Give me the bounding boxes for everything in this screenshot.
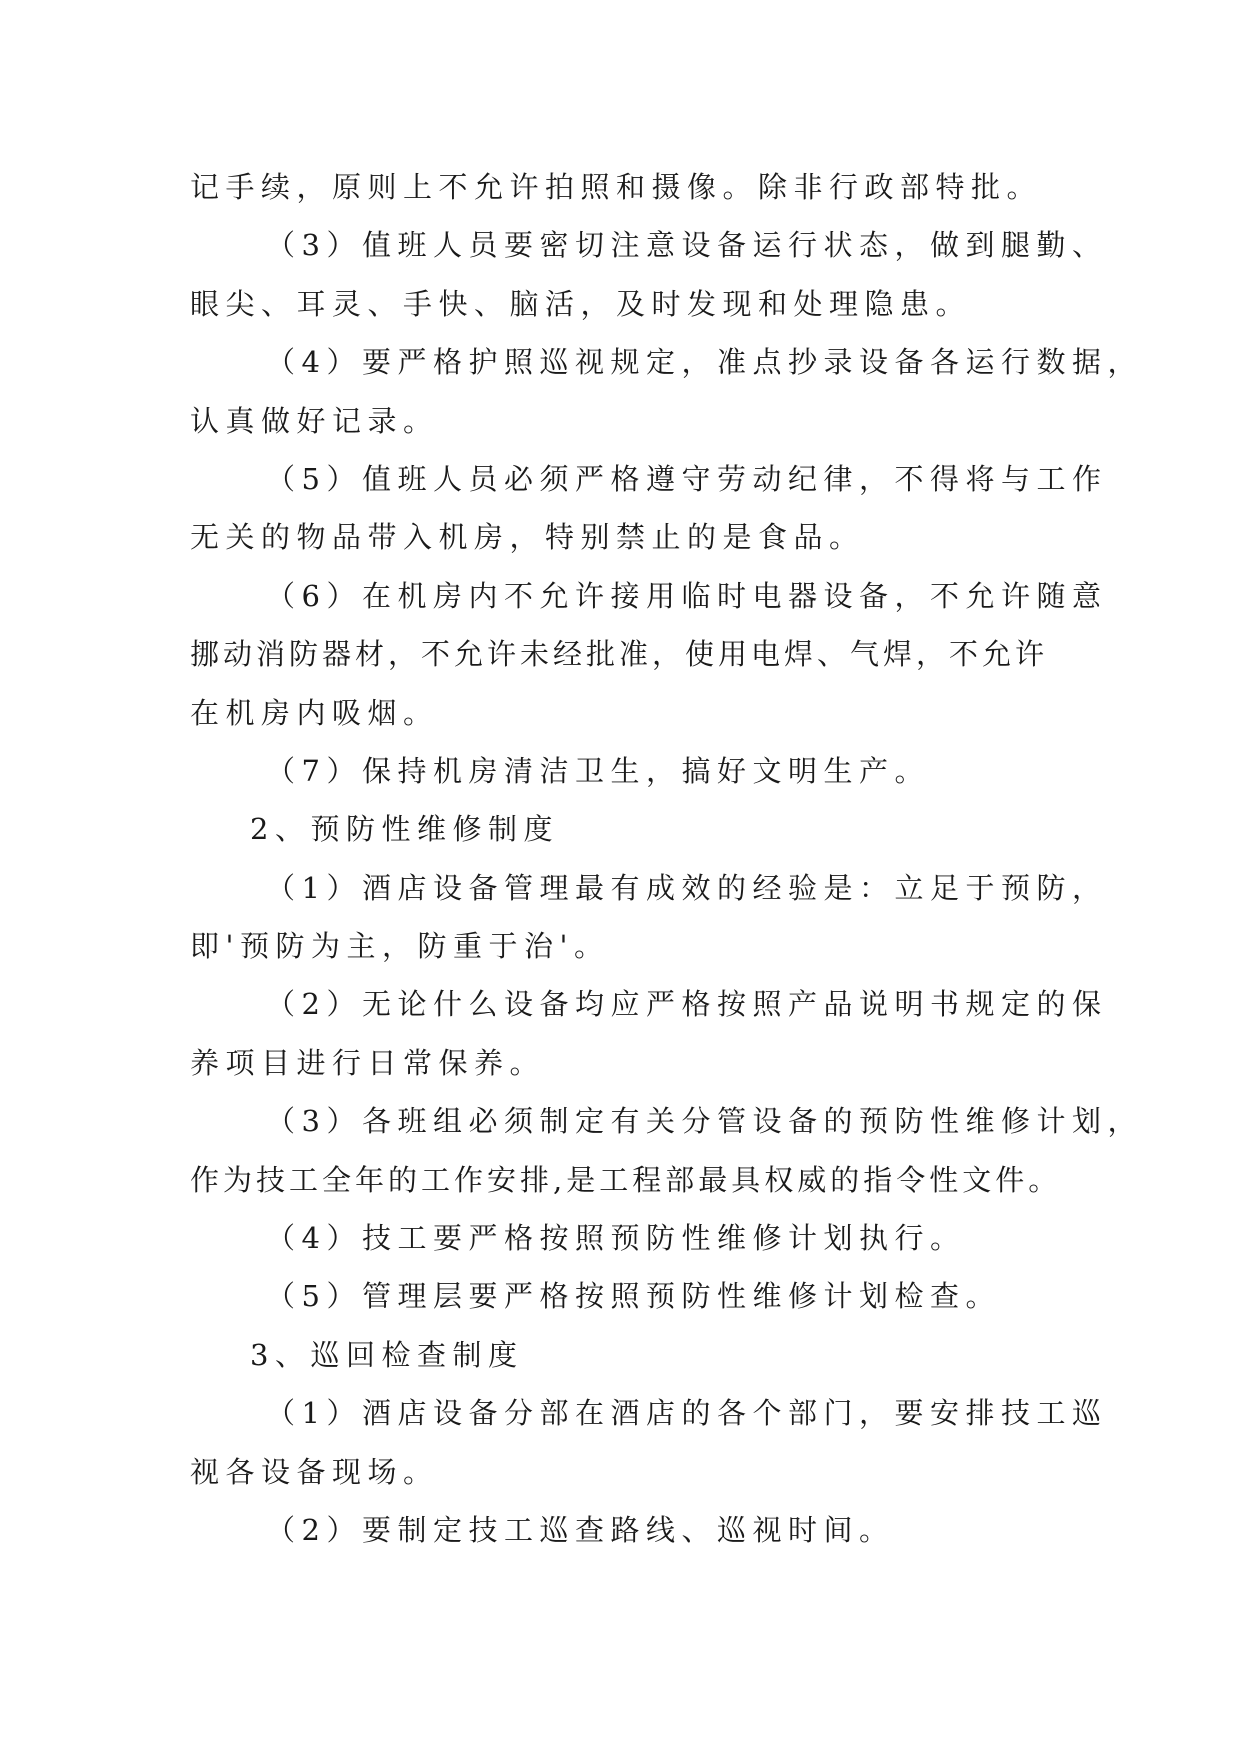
text-line: （4）技工要严格按照预防性维修计划执行。	[266, 1221, 966, 1256]
section-heading: 2、预防性维修制度	[250, 812, 559, 847]
text-line: （3）各班组必须制定有关分管设备的预防性维修计划，	[266, 1104, 1143, 1139]
text-line: （5）值班人员必须严格遵守劳动纪律，不得将与工作	[266, 461, 1108, 496]
text-line: 认真做好记录。	[190, 403, 439, 438]
text-line: 养项目进行日常保养。	[190, 1045, 546, 1080]
text-line: 记手续，原则上不允许拍照和摄像。除非行政部特批。	[190, 170, 1043, 204]
text-line: （1）酒店设备管理最有成效的经验是：立足于预防，	[266, 870, 1108, 905]
text-line: （1）酒店设备分部在酒店的各个部门，要安排技工巡	[266, 1396, 1108, 1431]
text-line: （5）管理层要严格按照预防性维修计划检查。	[266, 1279, 1001, 1314]
text-line: （6）在机房内不允许接用临时电器设备，不允许随意	[266, 578, 1108, 613]
text-line: 视各设备现场。	[190, 1454, 439, 1489]
text-line: （2）无论什么设备均应严格按照产品说明书规定的保	[266, 987, 1108, 1022]
text-line: （4）要严格护照巡视规定，准点抄录设备各运行数据，	[266, 345, 1143, 380]
section-heading: 3、巡回检查制度	[250, 1337, 524, 1372]
text-line: （3）值班人员要密切注意设备运行状态，做到腿勤、	[266, 228, 1108, 263]
document-body	[190, 158, 1143, 1559]
text-line: 挪动消防器材，不允许未经批准，使用电焊、气焊，不允许	[190, 637, 1049, 672]
text-line: 眼尖、耳灵、手快、脑活，及时发现和处理隐患。	[190, 286, 972, 321]
text-line: 在机房内吸烟。	[190, 695, 439, 730]
text-line: 即'预防为主，防重于治'。	[190, 929, 610, 964]
text-line: （7）保持机房清洁卫生，搞好文明生产。	[266, 753, 930, 788]
text-line: （2）要制定技工巡查路线、巡视时间。	[266, 1512, 895, 1547]
text-line: 作为技工全年的工作安排,是工程部最具权威的指令性文件。	[190, 1162, 1062, 1197]
text-line: 无关的物品带入机房，特别禁止的是食品。	[190, 520, 865, 555]
